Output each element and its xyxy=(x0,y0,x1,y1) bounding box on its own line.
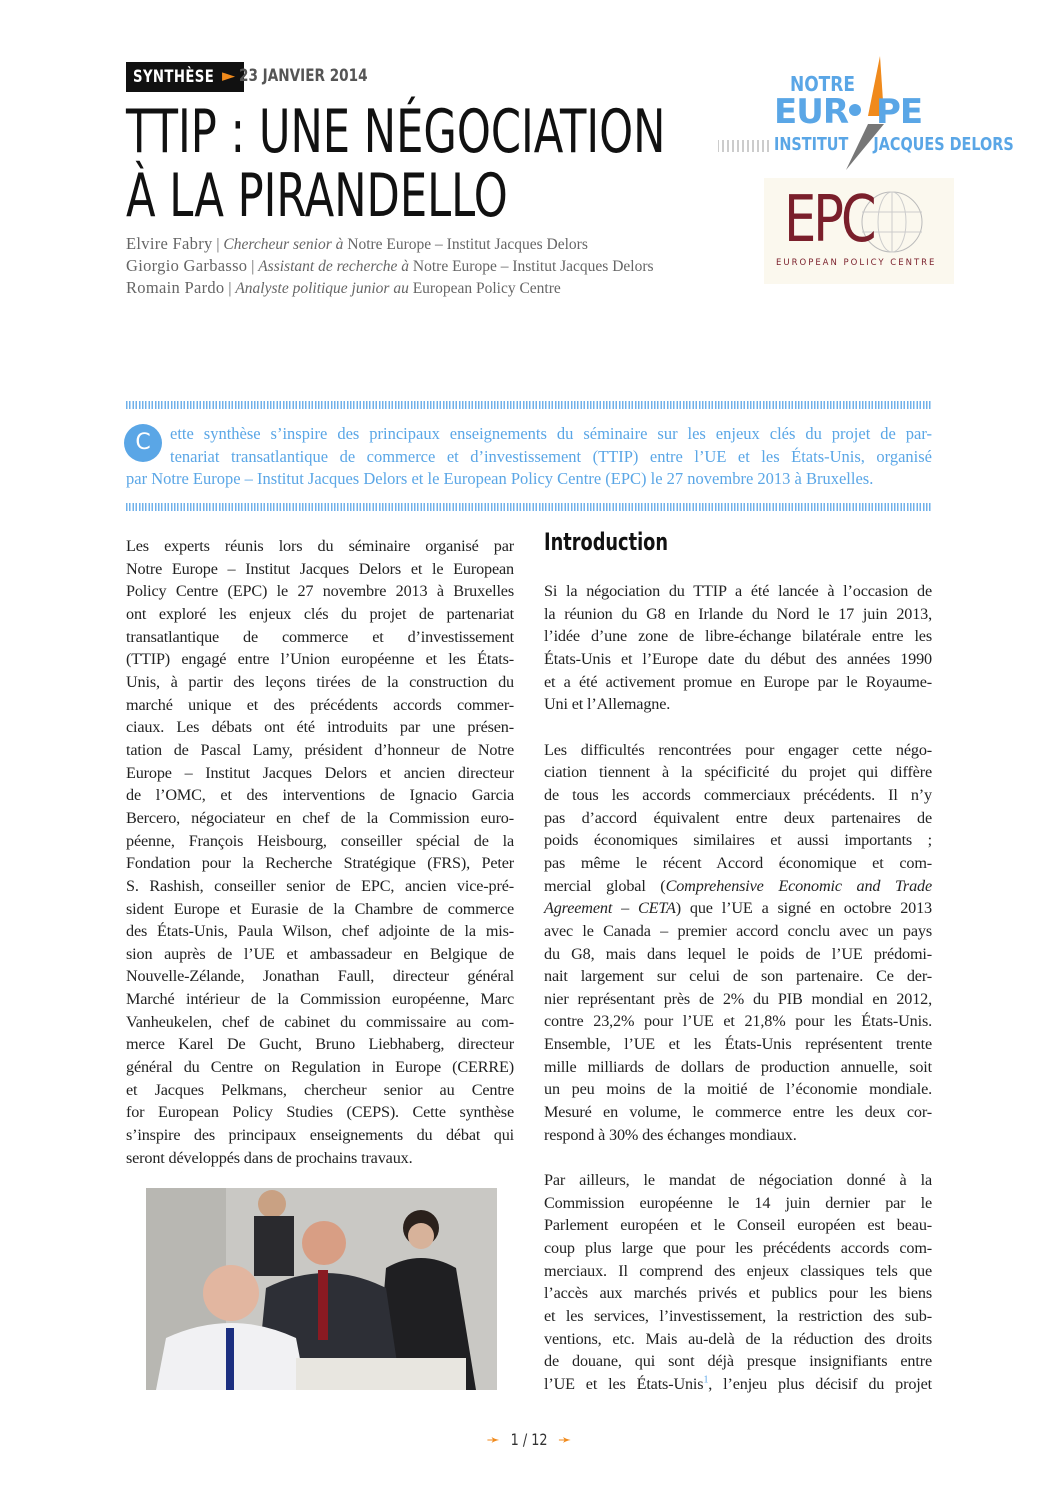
text-line: Policy Centre (EPC) le 27 novembre 2013 à Bruxelles xyxy=(126,582,514,601)
dash-icon: ➛ xyxy=(486,1430,500,1449)
author-role: Assistant de recherche à xyxy=(258,258,410,275)
section-heading: Introduction xyxy=(544,528,669,556)
text-line: et Jacques Pelkmans, chercheur senior au Centre xyxy=(126,1080,514,1099)
text-line: Europe – Institut Jacques Delors et ancien directeur xyxy=(126,763,514,782)
author-org: Notre Europe – Institut Jacques Delors xyxy=(412,258,654,275)
text-line: for European Policy Studies (CEPS). Cette synthèse xyxy=(126,1103,514,1122)
text-line xyxy=(544,897,932,920)
logo-text xyxy=(774,134,1014,155)
text-line: ciaux. Les débats ont été introduits par une présen- xyxy=(126,718,514,737)
text-line: tation de Pascal Lamy, président d’honneur de Notre xyxy=(126,740,514,759)
text-segment: , l’enjeu plus décisif du projet xyxy=(708,1374,932,1393)
epc-logo xyxy=(764,178,954,284)
text-line: la réunion du G8 en Irlande du Nord le 17 juin 2013, xyxy=(544,604,932,623)
seminar-photo xyxy=(146,1188,497,1390)
page-number xyxy=(0,1430,1058,1449)
text-line: respond à 30% des échanges mondiaux. xyxy=(544,1125,797,1144)
author: Romain Pardo | Analyste politique junior au European Policy Centre xyxy=(126,278,561,297)
text-line: Si la négociation du TTIP a été lancée à l’occasion de xyxy=(544,582,932,600)
dropcap: C xyxy=(124,424,162,462)
text-line: du G8, mais dans lequel le poids de l’UE prédomi- xyxy=(544,944,932,963)
text-line: péenne, François Heisbourg, conseiller spécial de la xyxy=(126,831,514,850)
text-line: ciation tiennent à la spécificité du projet qui diffère xyxy=(544,763,932,782)
page-title-line-2: À LA PIRANDELLO xyxy=(126,161,508,231)
text-line: général du Centre on Regulation in Europe (CERRE) xyxy=(126,1058,514,1077)
text-line: et a été activement promue en Europe par le Royaume- xyxy=(544,672,932,691)
paragraph xyxy=(544,739,932,1147)
paragraph xyxy=(544,1169,932,1396)
text-line xyxy=(544,1373,932,1396)
notre-europe-logo xyxy=(718,52,1014,172)
text-line: et les services, l’investissement, la restriction des sub- xyxy=(544,1307,932,1325)
text-line: nier représentant près de 2% du PIB mondial en 2012, xyxy=(544,989,932,1008)
date-label: 23 JANVIER 2014 xyxy=(239,66,368,86)
text-line: Mesuré en volume, le commerce entre les deux cor- xyxy=(544,1103,932,1122)
text-line: Uni et l’Allemagne. xyxy=(544,695,671,714)
text-line: Parlement européen et le Conseil européen est beau- xyxy=(544,1216,932,1235)
logo-text-part: INSTITUT xyxy=(774,134,849,155)
text-line xyxy=(544,875,932,898)
text-line: de douane, qui sont déjà presque insignifiants entre xyxy=(544,1352,932,1371)
text-line: Ensemble, l’UE et les États-Unis représentent trente xyxy=(544,1035,932,1054)
author-role: Analyste politique junior au xyxy=(235,280,409,297)
text-line: Bercero, négociateur en chef de la Commission euro- xyxy=(126,808,514,827)
text-line: mille milliards de dollars de production annuelle, soit xyxy=(544,1057,932,1076)
text-line: sion auprès de l’UE et ambassadeur en Belgique de xyxy=(126,944,514,963)
right-column-text xyxy=(544,580,932,1396)
text-line: (TTIP) engagé entre l’Union européenne et les États- xyxy=(126,650,514,669)
text-line: S. Rashish, conseiller senior de EPC, ancien vice-pré- xyxy=(126,876,514,895)
author-role: Chercheur senior à xyxy=(223,236,344,253)
divider xyxy=(126,503,932,511)
summary-line: ette synthèse s’inspire des principaux enseignements du séminaire sur les enjeux clés du projet de par- xyxy=(170,424,932,443)
text-segment: Comprehensive Economic and Trade xyxy=(665,876,933,895)
author-org: Notre Europe – Institut Jacques Delors xyxy=(347,236,588,253)
summary xyxy=(126,423,932,491)
text-line: l’idée d’une zone de libre-échange bilatérale entre les xyxy=(544,627,932,646)
epc-letters: EPC xyxy=(784,183,874,257)
author-name: Romain Pardo xyxy=(126,278,225,297)
left-column-text xyxy=(126,535,514,1169)
text-line: nait largement sur celui de son partenaire. Ce der- xyxy=(544,967,932,986)
epc-caption: EUROPEAN POLICY CENTRE xyxy=(776,258,937,268)
text-line: poids économiques similaires et aussi importants ; xyxy=(544,831,932,850)
logo-text-part: JACQUES DELORS xyxy=(873,134,1014,155)
dash-icon: ➛ xyxy=(558,1430,572,1449)
text-line: avec le Canada – premier accord conclu avec un pays xyxy=(544,921,932,940)
text-line: Fondation pour la Recherche Stratégique (FRS), Peter xyxy=(126,854,514,873)
arrow-icon: ► xyxy=(222,66,236,86)
logo-text xyxy=(774,92,922,132)
summary-line: par Notre Europe – Institut Jacques Delors et le European Policy Centre (EPC) le 27 novembre 2013 à Bruxelles. xyxy=(126,469,874,488)
logo-text-part: EUR xyxy=(774,92,849,132)
text-line: seront développés dans de prochains travaux. xyxy=(126,1148,413,1167)
text-line: pas d’accord équivalent entre deux partenaires de xyxy=(544,808,932,827)
text-segment: mercial global ( xyxy=(544,876,666,895)
text-line: coup plus large que pour les précédents accords com- xyxy=(544,1239,932,1258)
text-line: contre 23,2% pour l’UE et 21,8% pour les États-Unis. xyxy=(544,1012,932,1031)
text-line: ventions, etc. Mais au-delà de la réduction des droits xyxy=(544,1329,932,1348)
author: Giorgio Garbasso | Assistant de recherche à Notre Europe – Institut Jacques Delors xyxy=(126,256,654,275)
photo-illustration xyxy=(146,1188,497,1390)
logo-text-part: PE xyxy=(876,92,923,132)
text-line: Marché intérieur de la Commission européenne, Marc xyxy=(126,990,514,1009)
text-line: un peu moins de la moitié de l’économie mondiale. xyxy=(544,1080,932,1099)
text-line: Unis, à partir des leçons tirées de la construction du xyxy=(126,672,514,691)
page-number-label: 1 / 12 xyxy=(510,1430,548,1449)
text-line: Les experts réunis lors du séminaire organisé par xyxy=(126,537,514,555)
footnote-ref[interactable]: 1 xyxy=(703,1374,709,1386)
text-line: des États-Unis, Paula Wilson, chef adjointe de la mis- xyxy=(126,922,514,941)
author-org: European Policy Centre xyxy=(412,280,561,297)
authors xyxy=(126,233,654,299)
text-line: Les difficultés rencontrées pour engager cette négo- xyxy=(544,740,932,759)
text-line: États-Unis et l’Europe date du début des années 1990 xyxy=(544,649,932,668)
text-segment: ) que l’UE a signé en octobre 2013 xyxy=(675,899,932,918)
text-line: marché unique et des précédents accords commer- xyxy=(126,695,514,714)
text-line: sident Europe et Eurasie de la Chambre de commerce xyxy=(126,899,514,918)
logo-text: NOTRE xyxy=(790,72,855,96)
text-line: s’inspire des principaux enseignements du débat qui xyxy=(126,1126,514,1145)
text-line: Nouvelle-Zélande, Jonathan Faull, directeur général xyxy=(126,967,514,986)
text-line: merce Karel De Gucht, Bruno Liebhaberg, directeur xyxy=(126,1035,514,1054)
text-line: de l’OMC, et des interventions de Ignacio Garcia xyxy=(126,786,514,805)
paragraph xyxy=(544,580,932,716)
author-name: Elvire Fabry xyxy=(126,234,213,253)
text-line: transatlantique de commerce et d’investissement xyxy=(126,627,514,646)
text-line: l’accès aux marchés privés et publics pour les biens xyxy=(544,1284,932,1303)
text-line: merciaux. Il comprend des enjeux classiques tels que xyxy=(544,1261,932,1280)
tag-label: SYNTHÈSE xyxy=(133,67,215,87)
text-line: Par ailleurs, le mandat de négociation donné à la xyxy=(544,1171,932,1190)
author: Elvire Fabry | Chercheur senior à Notre Europe – Institut Jacques Delors xyxy=(126,234,588,253)
text-line: Vanheukelen, chef de cabinet du commissaire au com- xyxy=(126,1012,514,1031)
text-line: de tous les accords commerciaux précédents. Il n’y xyxy=(544,785,932,804)
text-line: pas même le récent Accord économique et com- xyxy=(544,853,932,872)
text-segment: Agreement – CETA xyxy=(544,899,676,918)
summary-line: tenariat transatlantique de commerce et d’investissement (TTIP) entre l’UE et les États-Unis, organisé xyxy=(170,446,932,466)
author-name: Giorgio Garbasso xyxy=(126,256,248,275)
text-segment: l’UE et les États-Unis xyxy=(544,1374,704,1393)
text-line: Notre Europe – Institut Jacques Delors et le European xyxy=(126,559,514,578)
publication-date xyxy=(222,66,400,86)
text-line: Commission européenne le 14 juin dernier par le xyxy=(544,1193,932,1212)
text-line: ont exploré les enjeux clés du projet de partenariat xyxy=(126,604,514,623)
page-title-line-1: TTIP : UNE NÉGOCIATION xyxy=(126,97,666,167)
divider xyxy=(126,401,932,409)
